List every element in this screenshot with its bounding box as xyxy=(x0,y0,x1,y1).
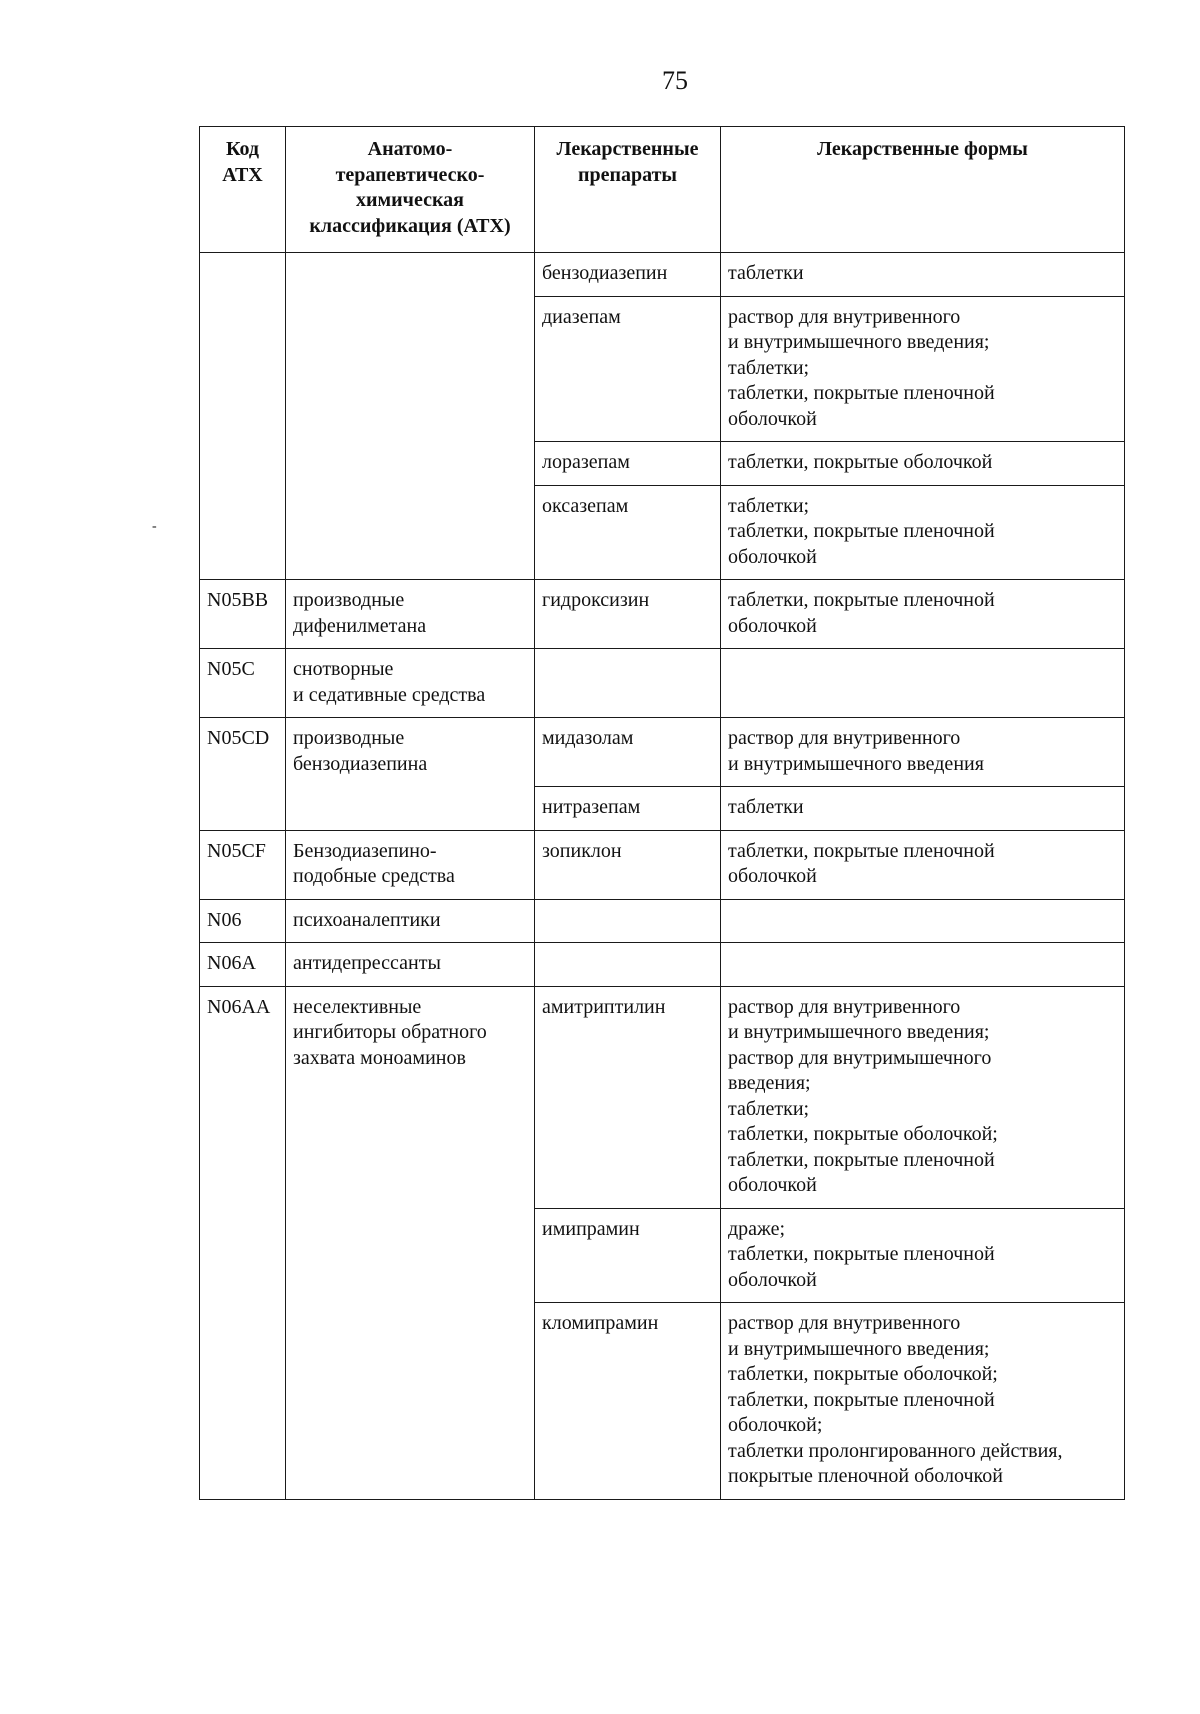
classification-cell xyxy=(286,718,535,831)
form-line: таблетки, покрытые пленочной xyxy=(728,382,995,404)
header-drugs xyxy=(535,127,721,253)
form-line: раствор для внутривенного xyxy=(728,1312,961,1334)
classification-line: Бензодиазепино- xyxy=(293,839,437,862)
form-line: таблетки, покрытые пленочной xyxy=(728,520,995,542)
header-line: Код xyxy=(225,138,260,160)
form-line: раствор для внутримышечного xyxy=(728,1046,992,1069)
code-cell xyxy=(200,580,286,649)
forms-cell xyxy=(721,1303,1125,1500)
classification-cell xyxy=(286,986,535,1499)
classification-line: и седативные средства xyxy=(293,683,486,706)
table-row xyxy=(200,649,1125,718)
code-cell xyxy=(200,943,286,987)
forms-cell-empty xyxy=(721,649,1125,718)
classification-line: неселективные xyxy=(293,995,422,1018)
form-line: таблетки, покрытые пленочной xyxy=(728,1148,995,1171)
table-row xyxy=(200,718,1125,787)
drug-name: нитразепам xyxy=(542,796,641,818)
form-line: таблетки, покрытые оболочкой; xyxy=(728,1363,998,1385)
form-line: таблетки, покрытые пленочной xyxy=(728,1388,995,1411)
drug-cell xyxy=(535,253,721,297)
form-line: таблетки; xyxy=(728,356,810,379)
classification-line: психоаналептики xyxy=(293,908,441,931)
drug-cell-empty xyxy=(535,943,721,987)
drug-name: гидроксизин xyxy=(542,589,650,611)
page-number: 75 xyxy=(662,66,688,95)
classification-line: бензодиазепина xyxy=(293,752,428,775)
forms-cell xyxy=(721,442,1125,486)
classification-cell xyxy=(286,649,535,718)
form-line: оболочкой xyxy=(728,865,817,887)
drug-name: имипрамин xyxy=(542,1217,640,1240)
classification-line: подобные средства xyxy=(293,865,455,887)
classification-cell xyxy=(286,943,535,987)
code-cell xyxy=(200,899,286,943)
drug-cell-empty xyxy=(535,899,721,943)
classification-line: дифенилметана xyxy=(293,614,427,637)
drug-cell xyxy=(535,296,721,442)
atc-code: N06A xyxy=(207,952,256,974)
form-line: введения; xyxy=(728,1072,811,1094)
drug-name: кломипрамин xyxy=(542,1312,659,1334)
classification-line: антидепрессанты xyxy=(293,952,441,974)
drug-cell xyxy=(535,485,721,580)
table-row xyxy=(200,899,1125,943)
drug-name: лоразепам xyxy=(542,451,630,473)
code-cell-empty xyxy=(200,253,286,580)
form-line: и внутримышечного введения; xyxy=(728,1337,990,1360)
drug-cell-empty xyxy=(535,649,721,718)
atc-code: N05CD xyxy=(207,727,270,749)
drug-name: диазепам xyxy=(542,305,621,328)
drug-name: бензодиазепин xyxy=(542,262,668,284)
classification-cell xyxy=(286,899,535,943)
code-cell xyxy=(200,718,286,831)
form-line: таблетки; xyxy=(728,494,810,517)
form-line: таблетки, покрытые пленочной xyxy=(728,589,995,611)
form-line: таблетки, покрытые оболочкой; xyxy=(728,1123,998,1145)
header-line: Лекарственные xyxy=(556,138,699,160)
form-line: таблетки xyxy=(728,262,804,284)
atc-code: N06AA xyxy=(207,995,271,1018)
forms-cell xyxy=(721,830,1125,899)
header-line: химическая xyxy=(356,189,464,211)
code-cell xyxy=(200,649,286,718)
classification-line: производные xyxy=(293,589,405,611)
drug-name: мидазолам xyxy=(542,727,634,749)
drug-name: зопиклон xyxy=(542,839,622,862)
forms-cell xyxy=(721,1208,1125,1303)
drug-cell xyxy=(535,442,721,486)
form-line: оболочкой xyxy=(728,407,817,430)
header-forms xyxy=(721,127,1125,253)
drug-cell xyxy=(535,580,721,649)
header-code xyxy=(200,127,286,253)
classification-line: захвата моноаминов xyxy=(293,1046,466,1069)
forms-cell xyxy=(721,718,1125,787)
forms-cell-empty xyxy=(721,943,1125,987)
header-line: Лекарственные формы xyxy=(817,138,1028,160)
table-row xyxy=(200,580,1125,649)
form-line: таблетки, покрытые пленочной xyxy=(728,1243,995,1265)
form-line: таблетки xyxy=(728,796,804,818)
code-cell xyxy=(200,986,286,1499)
form-line: и внутримышечного введения; xyxy=(728,1021,990,1043)
header-line: терапевтическо- xyxy=(335,163,485,186)
form-line: таблетки; xyxy=(728,1097,810,1120)
classification-cell xyxy=(286,830,535,899)
form-line: раствор для внутривенного xyxy=(728,995,961,1018)
form-line: раствор для внутривенного xyxy=(728,305,961,328)
form-line: оболочкой xyxy=(728,614,817,637)
form-line: раствор для внутривенного xyxy=(728,727,961,749)
form-line: драже; xyxy=(728,1217,786,1240)
classification-line: ингибиторы обратного xyxy=(293,1021,487,1043)
forms-cell xyxy=(721,485,1125,580)
atc-code: N05BB xyxy=(207,589,269,611)
classification-line: производные xyxy=(293,727,405,749)
drug-name: оксазепам xyxy=(542,494,629,517)
form-line: оболочкой xyxy=(728,545,817,568)
stray-mark: - xyxy=(152,519,157,534)
form-line: таблетки, покрытые пленочной xyxy=(728,839,995,862)
form-line: и внутримышечного введения xyxy=(728,752,984,775)
form-line: покрытые пленочной оболочкой xyxy=(728,1465,1003,1487)
forms-cell xyxy=(721,580,1125,649)
forms-cell xyxy=(721,296,1125,442)
form-line: и внутримышечного введения; xyxy=(728,331,990,353)
header-line: классификация (АТХ) xyxy=(309,214,511,237)
header-line: препараты xyxy=(577,163,678,186)
forms-cell-empty xyxy=(721,899,1125,943)
atc-drug-table xyxy=(199,126,1125,1500)
table-header-row xyxy=(200,127,1125,253)
table-row xyxy=(200,943,1125,987)
table-row xyxy=(200,986,1125,1208)
drug-cell xyxy=(535,1303,721,1500)
form-line: оболочкой; xyxy=(728,1414,823,1436)
form-line: оболочкой xyxy=(728,1174,817,1196)
drug-cell xyxy=(535,986,721,1208)
table-row xyxy=(200,830,1125,899)
atc-code: N06 xyxy=(207,908,242,931)
drug-name: амитриптилин xyxy=(542,995,666,1018)
header-line: Анатомо- xyxy=(367,138,453,160)
forms-cell xyxy=(721,787,1125,831)
form-line: оболочкой xyxy=(728,1268,817,1291)
classification-cell-empty xyxy=(286,253,535,580)
atc-code: N05CF xyxy=(207,839,266,862)
drug-cell xyxy=(535,1208,721,1303)
forms-cell xyxy=(721,986,1125,1208)
drug-cell xyxy=(535,787,721,831)
form-line: таблетки пролонгированного действия, xyxy=(728,1439,1063,1462)
code-cell xyxy=(200,830,286,899)
forms-cell xyxy=(721,253,1125,297)
classification-cell xyxy=(286,580,535,649)
classification-line: снотворные xyxy=(293,658,394,680)
header-classification xyxy=(286,127,535,253)
table-row xyxy=(200,253,1125,297)
atc-code: N05C xyxy=(207,658,255,680)
header-line: АТХ xyxy=(222,163,263,186)
form-line: таблетки, покрытые оболочкой xyxy=(728,451,993,473)
drug-cell xyxy=(535,830,721,899)
drug-cell xyxy=(535,718,721,787)
